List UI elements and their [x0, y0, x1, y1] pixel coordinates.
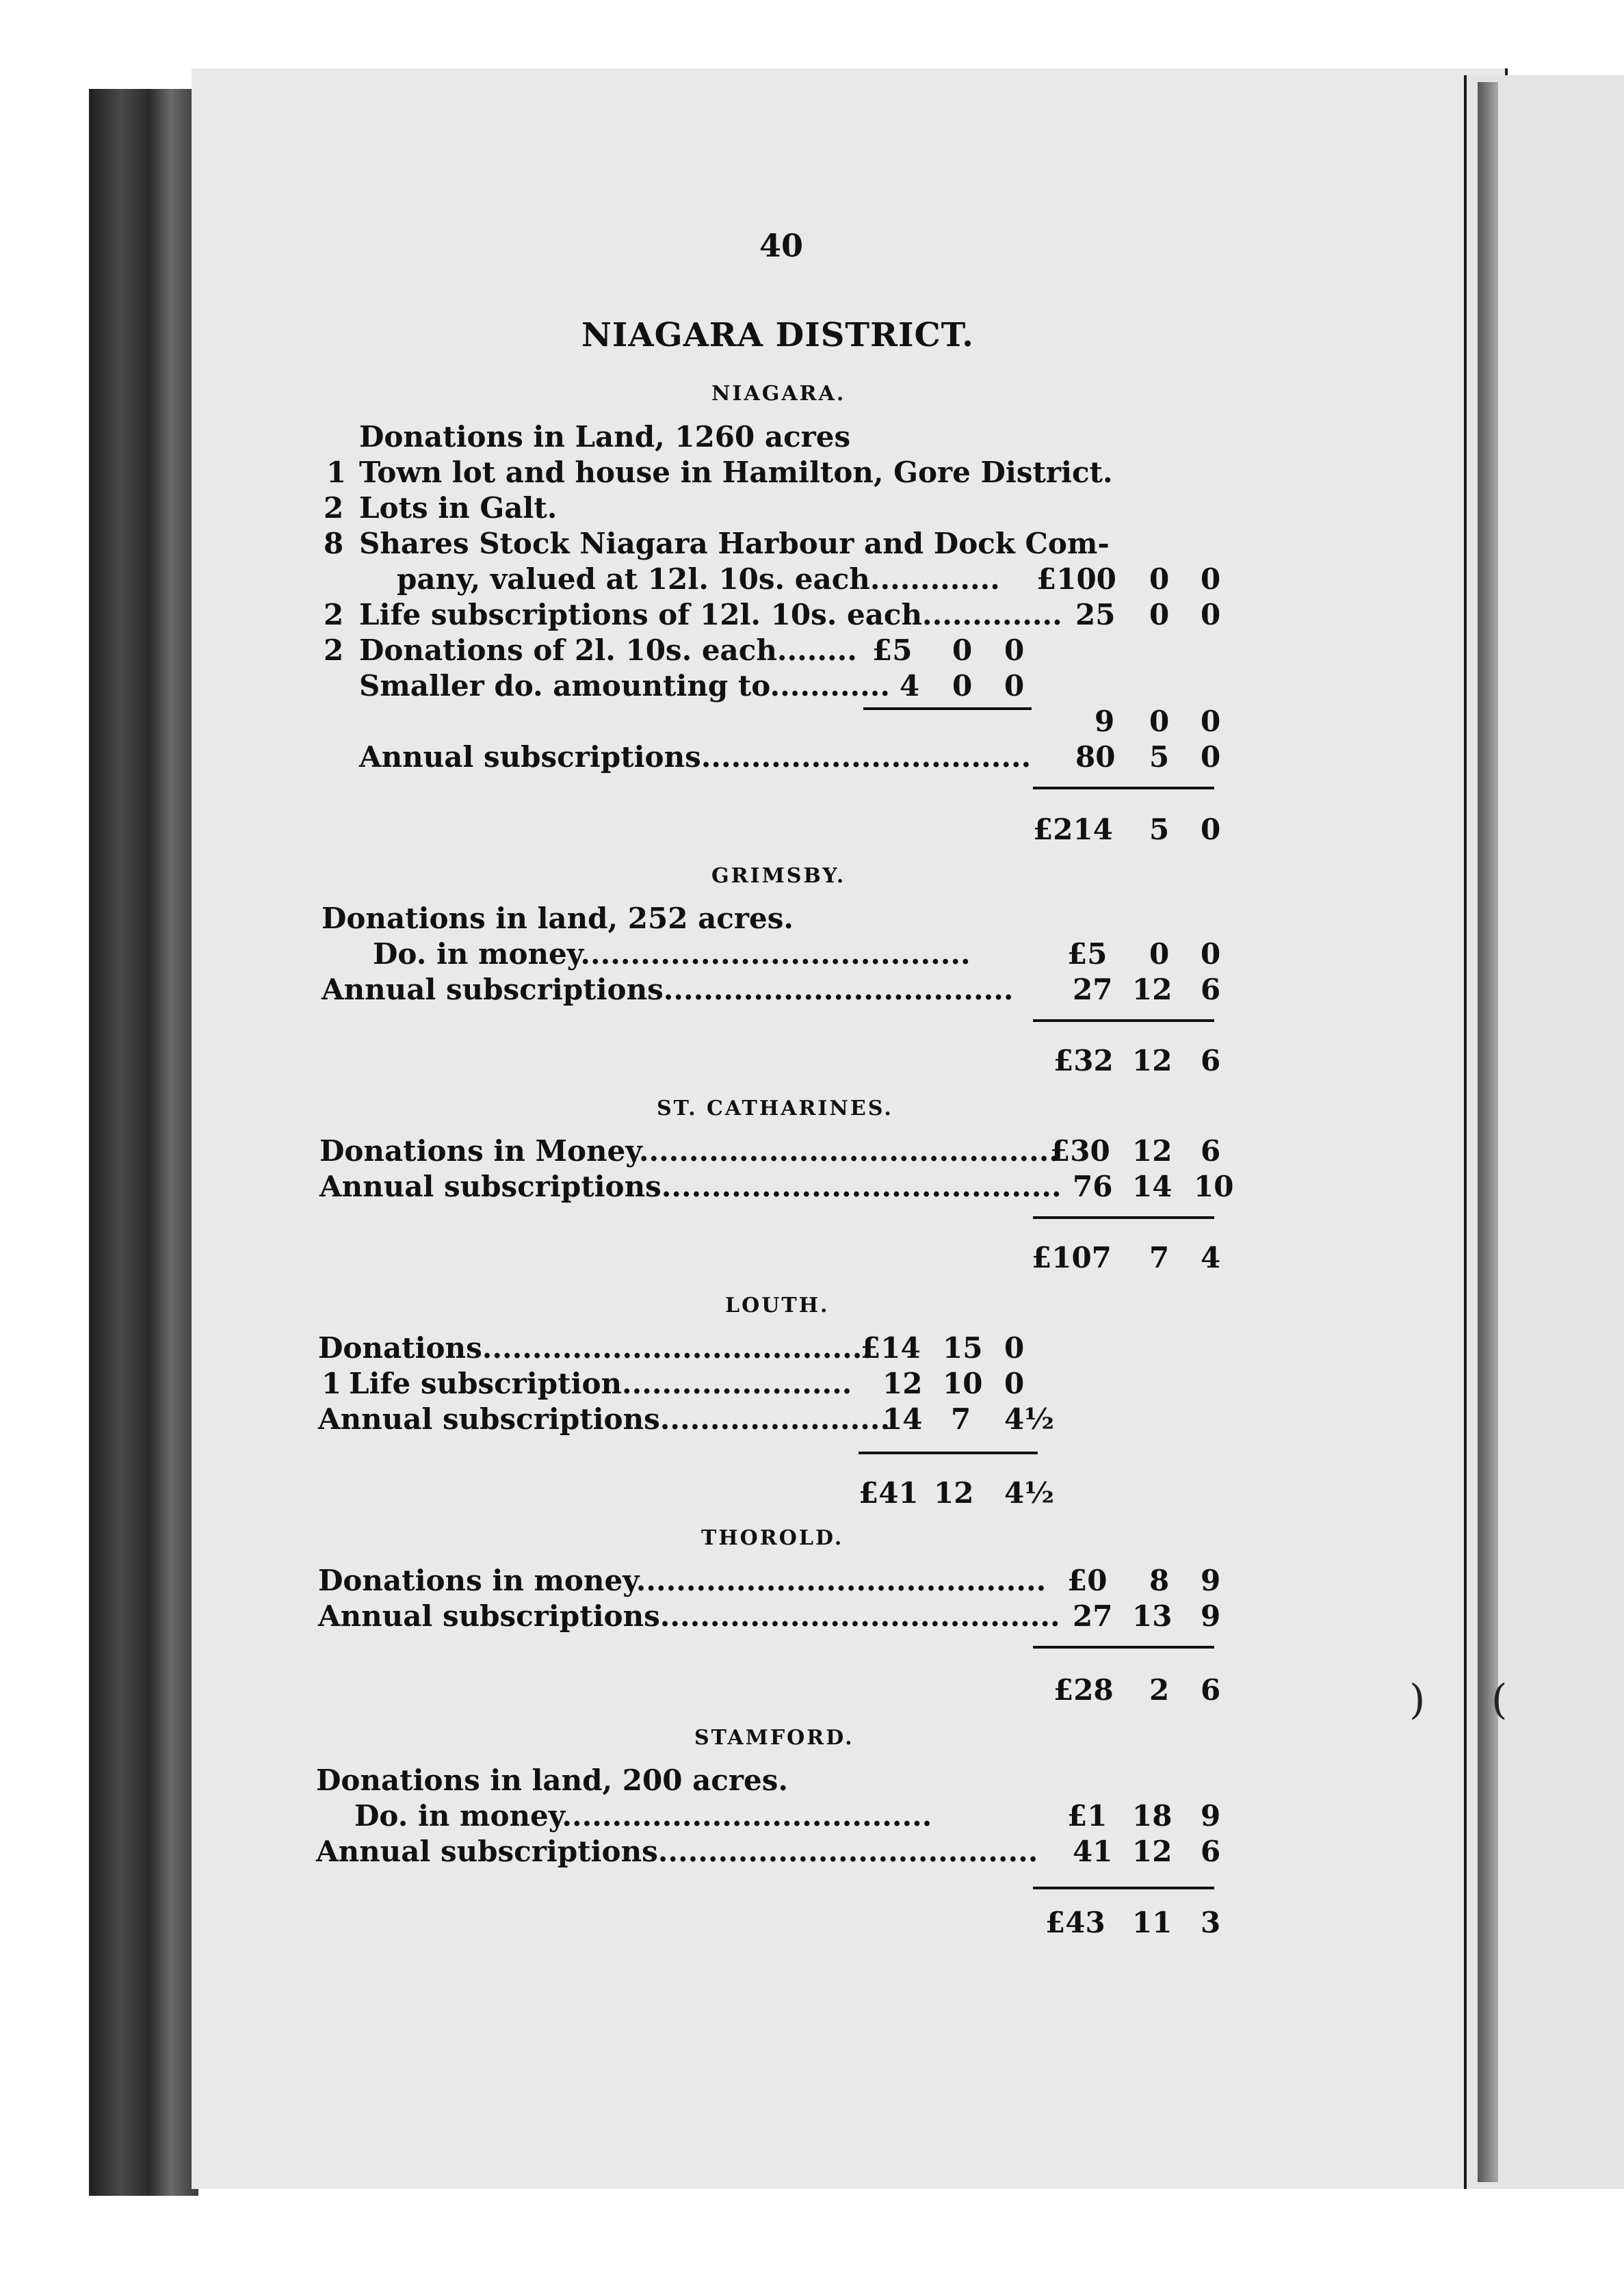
entry-text: Donations in land, 252 acres.	[322, 902, 794, 935]
entry-text: Annual subscriptions......................................	[316, 1835, 1038, 1868]
amount-pounds: £1	[1067, 1799, 1108, 1833]
total-rule	[1033, 1887, 1214, 1889]
entry-number: 2	[324, 633, 344, 667]
entry-text: Donations in Land, 1260 acres	[359, 420, 851, 454]
amount-pence: 9	[1201, 1799, 1221, 1833]
total-pence: 0	[1201, 813, 1221, 846]
entry-text: Annual subscriptions........................................	[318, 1599, 1060, 1633]
entry-text: Donations in money.........................................	[318, 1564, 1047, 1597]
total-pounds: £107	[1032, 1241, 1112, 1274]
total-pence: 3	[1201, 1906, 1221, 1939]
entry-text: Smaller do. amounting to............	[359, 669, 891, 703]
book-page	[192, 68, 1508, 2189]
total-pence: 6	[1201, 1673, 1221, 1707]
amount-shillings: 12	[1132, 973, 1173, 1006]
amount-pence: 0	[1201, 740, 1221, 774]
entry-text: Town lot and house in Hamilton, Gore District.	[359, 456, 1113, 489]
amount-pounds: £0	[1067, 1564, 1108, 1597]
amount-pounds: £30	[1050, 1134, 1110, 1168]
inner-amount-pounds: 14	[882, 1402, 923, 1436]
entry-text: Do. in money.......................................	[373, 937, 971, 971]
entry-number: 8	[324, 527, 344, 560]
entry-number: 1	[322, 1367, 342, 1400]
entry-text: Shares Stock Niagara Harbour and Dock Com-	[359, 527, 1110, 560]
entry-text: Lots in Galt.	[359, 491, 558, 525]
entry-number: 2	[324, 491, 344, 525]
entry-text: Do. in money.....................................	[354, 1799, 932, 1833]
book-spine-shadow	[89, 89, 198, 2196]
inner-amount-pence: 0	[1004, 1367, 1025, 1400]
page-title: NIAGARA DISTRICT.	[581, 316, 974, 354]
amount-shillings: 0	[1149, 562, 1170, 596]
amount-pounds: £5	[1067, 937, 1108, 971]
entry-text: Donations in land, 200 acres.	[316, 1763, 788, 1797]
amount-pounds: 41	[1073, 1835, 1113, 1868]
section-heading: THOROLD.	[701, 1526, 844, 1550]
total-pounds: £41	[859, 1476, 919, 1510]
section-heading: LOUTH.	[725, 1294, 830, 1317]
amount-pounds: 9	[1095, 705, 1115, 738]
entry-text: Donations in Money..........................................	[319, 1134, 1059, 1168]
total-pounds: £28	[1053, 1673, 1114, 1707]
subtotal-rule	[863, 707, 1032, 710]
amount-shillings: 0	[1149, 937, 1170, 971]
section-heading: ST. CATHARINES.	[657, 1097, 893, 1120]
total-pence: 4½	[1004, 1476, 1055, 1510]
section-heading: STAMFORD.	[694, 1726, 854, 1750]
entry-text: Annual subscriptions........................................	[319, 1170, 1062, 1203]
section-heading: NIAGARA.	[711, 382, 846, 406]
entry-text: Donations of 2l. 10s. each........	[359, 633, 857, 667]
page-gutter-shadow	[1478, 82, 1498, 2182]
entry-text: Annual subscriptions.......................	[318, 1402, 891, 1436]
inner-amount-shillings: 0	[952, 669, 973, 703]
total-pounds: £43	[1045, 1906, 1105, 1939]
bleed-mark: (	[1491, 1676, 1508, 1724]
amount-pence: 9	[1201, 1599, 1221, 1633]
total-rule	[1033, 1646, 1214, 1649]
amount-shillings: 18	[1132, 1799, 1173, 1833]
inner-amount-pounds: £5	[872, 633, 913, 667]
amount-shillings: 12	[1132, 1835, 1173, 1868]
inner-amount-shillings: 0	[952, 633, 973, 667]
entry-text: Life subscription.......................	[349, 1367, 852, 1400]
entry-number: 2	[324, 598, 344, 631]
total-shillings: 2	[1149, 1673, 1170, 1707]
amount-shillings: 0	[1149, 598, 1170, 631]
amount-pence: 10	[1194, 1170, 1234, 1203]
bleed-mark: )	[1409, 1676, 1426, 1724]
inner-amount-shillings: 15	[943, 1331, 983, 1365]
inner-amount-pounds: £14	[861, 1331, 921, 1365]
amount-shillings: 14	[1132, 1170, 1173, 1203]
total-pence: 6	[1201, 1044, 1221, 1077]
amount-pounds: 27	[1073, 1599, 1113, 1633]
amount-pence: 0	[1201, 705, 1221, 738]
amount-shillings: 5	[1149, 740, 1170, 774]
inner-amount-pence: 0	[1004, 633, 1025, 667]
inner-amount-pence: 0	[1004, 1331, 1025, 1365]
amount-pounds: £100	[1036, 562, 1116, 596]
amount-pence: 0	[1201, 598, 1221, 631]
amount-shillings: 0	[1149, 705, 1170, 738]
total-pounds: £32	[1053, 1044, 1114, 1077]
amount-pounds: 25	[1075, 598, 1116, 631]
entry-number: 1	[326, 456, 347, 489]
inner-amount-shillings: 10	[943, 1367, 983, 1400]
inner-amount-shillings: 7	[951, 1402, 971, 1436]
amount-pounds: 76	[1073, 1170, 1113, 1203]
total-pounds: £214	[1033, 813, 1113, 846]
total-shillings: 7	[1149, 1241, 1170, 1274]
amount-pence: 6	[1201, 973, 1221, 1006]
entry-text: Life subscriptions of 12l. 10s. each..............	[359, 598, 1062, 631]
inner-amount-pounds: 4	[900, 669, 920, 703]
page-number: 40	[759, 227, 804, 264]
entry-text: Annual subscriptions.................................	[359, 740, 1032, 774]
total-shillings: 12	[1132, 1044, 1173, 1077]
entry-text: pany, valued at 12l. 10s. each.............	[397, 562, 1000, 596]
inner-amount-pence: 0	[1004, 669, 1025, 703]
inner-amount-pounds: 12	[882, 1367, 923, 1400]
amount-shillings: 12	[1132, 1134, 1173, 1168]
amount-shillings: 8	[1149, 1564, 1170, 1597]
total-rule	[859, 1452, 1038, 1454]
amount-pounds: 80	[1075, 740, 1116, 774]
amount-pounds: 27	[1073, 973, 1113, 1006]
section-heading: GRIMSBY.	[711, 864, 846, 888]
amount-pence: 9	[1201, 1564, 1221, 1597]
entry-text: Annual subscriptions...................................	[322, 973, 1014, 1006]
amount-pence: 0	[1201, 562, 1221, 596]
total-rule	[1033, 1019, 1214, 1022]
entry-text: Donations.......................................	[318, 1331, 872, 1365]
total-pence: 4	[1201, 1241, 1221, 1274]
total-shillings: 11	[1132, 1906, 1173, 1939]
inner-amount-pence: 4½	[1004, 1402, 1055, 1436]
total-rule	[1033, 787, 1214, 789]
total-rule	[1033, 1216, 1214, 1219]
amount-pence: 0	[1201, 937, 1221, 971]
amount-shillings: 13	[1132, 1599, 1173, 1633]
amount-pence: 6	[1201, 1134, 1221, 1168]
amount-pence: 6	[1201, 1835, 1221, 1868]
total-shillings: 5	[1149, 813, 1170, 846]
total-shillings: 12	[934, 1476, 974, 1510]
